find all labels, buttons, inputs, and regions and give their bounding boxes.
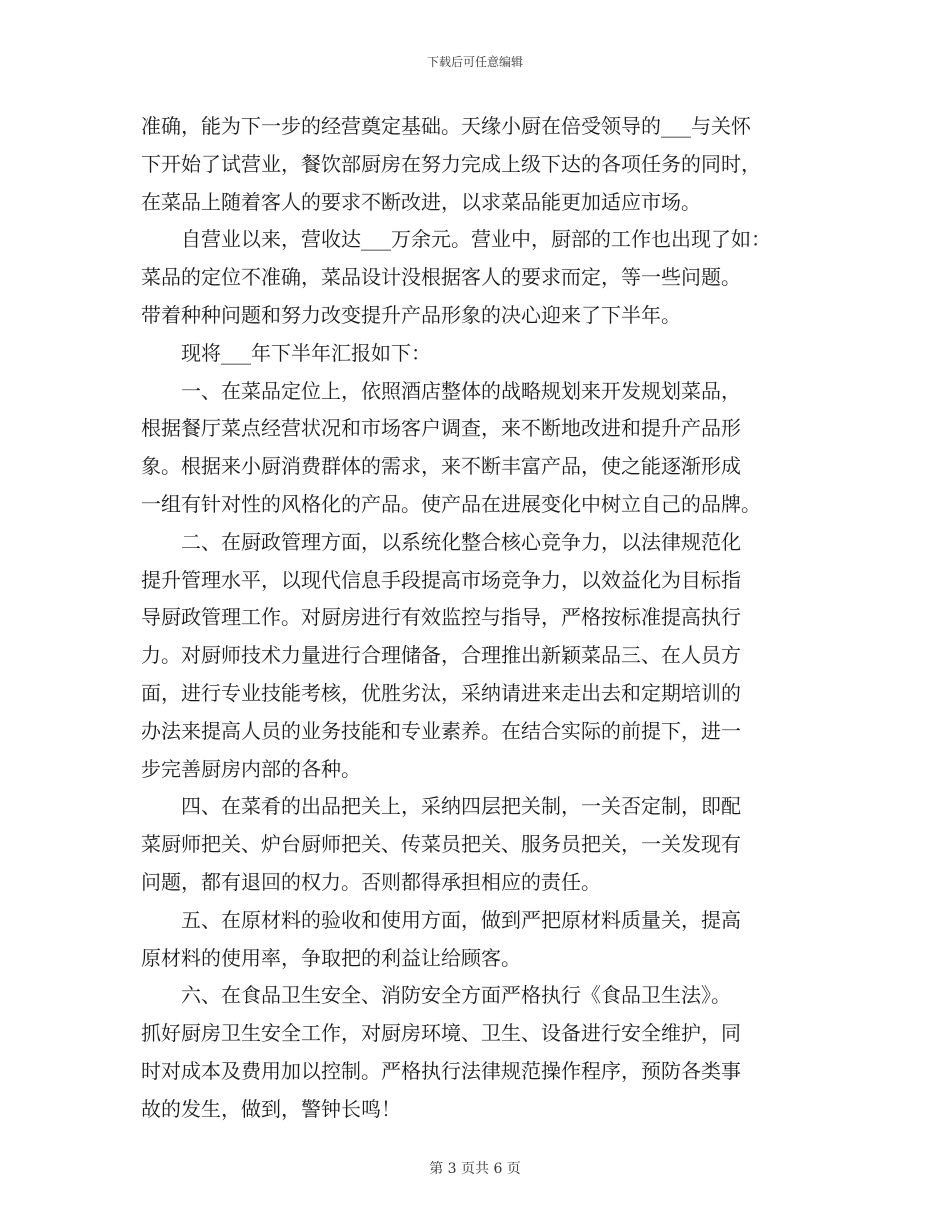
text-line: 菜品的定位不准确，菜品设计没根据客人的要求而定，等一些问题。 (141, 265, 741, 290)
page-footer: 第 3 页共 6 页 (429, 1161, 521, 1177)
paragraph-6 (141, 788, 811, 901)
text-line: 步完善厨房内部的各种。 (141, 756, 361, 781)
text-line: 时对成本及费用加以控制。严格执行法律规范操作程序，预防各类事 (141, 1058, 741, 1083)
text-line: 提升管理水平，以现代信息手段提高市场竞争力，以效益化为目标指 (141, 567, 741, 592)
text-line: 象。根据来小厨消费群体的需求，来不断丰富产品，使之能逐渐形成 (141, 454, 741, 479)
text-line: 故的发生，做到，警钟长鸣！ (141, 1096, 401, 1121)
text-line: 力。对厨师技术力量进行合理储备，合理推出新颖菜品三、在人员方 (141, 643, 741, 668)
paragraph-1 (141, 108, 811, 221)
text-line: 下开始了试营业，餐饮部厨房在努力完成上级下达的各项任务的同时， (141, 151, 761, 176)
text-line: 问题，都有退回的权力。否则都得承担相应的责任。 (141, 869, 601, 894)
document-body (141, 108, 811, 1129)
text-line: 根据餐厅菜点经营状况和市场客户调查，来不断地改进和提升产品形 (141, 416, 741, 441)
text-line: 面，进行专业技能考核，优胜劣汰，采纳请进来走出去和定期培训的 (141, 680, 741, 705)
text-line: 二、在厨政管理方面，以系统化整合核心竞争力，以法律规范化 (181, 529, 741, 554)
paragraph-2 (141, 221, 811, 334)
text-line: 在菜品上随着客人的要求不断改进，以求菜品能更加适应市场。 (141, 189, 701, 214)
paragraph-3 (141, 335, 811, 373)
text-line: 一、在菜品定位上，依照酒店整体的战略规划来开发规划菜品， (181, 378, 741, 403)
paragraph-8 (141, 977, 811, 1128)
text-line: 办法来提高人员的业务技能和专业素养。在结合实际的前提下，进一 (141, 718, 741, 743)
text-line: 带着种种问题和努力改变提升产品形象的决心迎来了下半年。 (141, 302, 681, 327)
text-line: 导厨政管理工作。对厨房进行有效监控与指导，严格按标准提高执行 (141, 605, 741, 630)
page-header: 下载后可任意编辑 (426, 55, 523, 69)
text-line: 五、在原材料的验收和使用方面，做到严把原材料质量关，提高 (181, 907, 741, 932)
text-line: 一组有针对性的风格化的产品。使产品在进展变化中树立自己的品牌。 (141, 491, 761, 516)
text-line: 原材料的使用率，争取把的利益让给顾客。 (141, 945, 521, 970)
text-line: 准确，能为下一步的经营奠定基础。天缘小厨在倍受领导的___与关怀 (141, 114, 751, 138)
text-line: 现将___年下半年汇报如下： (181, 340, 431, 365)
text-line: 四、在菜肴的出品把关上，采纳四层把关制，一关否定制，即配 (181, 794, 741, 819)
text-line: 菜厨师把关、炉台厨师把关、传菜员把关、服务员把关，一关发现有 (141, 832, 741, 857)
paragraph-5 (141, 524, 811, 789)
paragraph-4 (141, 373, 811, 524)
text-line: 六、在食品卫生安全、消防安全方面严格执行《食品卫生法》。 (181, 983, 731, 1008)
text-line: 自营业以来，营收达___万余元。营业中，厨部的工作也出现了如： (181, 227, 771, 252)
text-line: 抓好厨房卫生安全工作，对厨房环境、卫生、设备进行安全维护，同 (141, 1021, 741, 1046)
paragraph-7 (141, 902, 811, 978)
